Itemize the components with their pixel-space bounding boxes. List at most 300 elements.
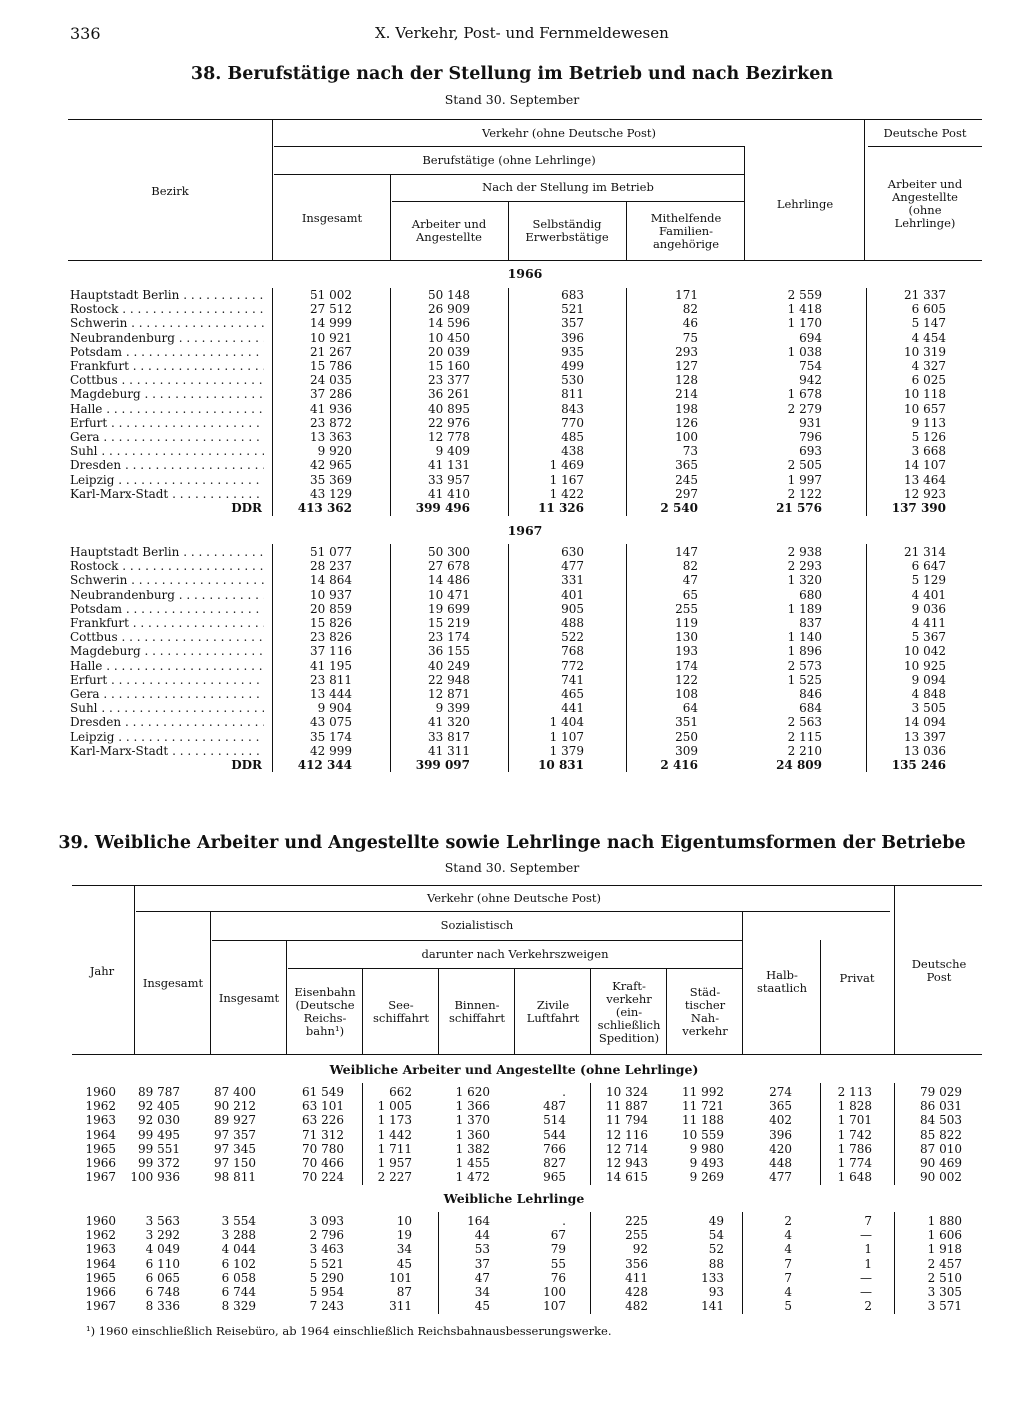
t38-value-cell: 27 678 (428, 559, 470, 574)
t39-value-cell: 1 370 (455, 1113, 490, 1128)
t39-value-cell: 965 (543, 1170, 566, 1185)
t38-value-cell: 2 573 (787, 658, 822, 673)
t38-value-cell: 1 038 (787, 344, 822, 359)
t38-header-post: Deutsche Post (883, 125, 967, 140)
t38-value-cell: 1 107 (549, 729, 584, 744)
t38-value-cell: 2 279 (787, 401, 822, 416)
t38-value-cell: 15 219 (428, 616, 470, 630)
t39-value-cell: 63 101 (302, 1099, 344, 1114)
t38-header-verkehr: Verkehr (ohne Deutsche Post) (481, 125, 657, 140)
t38-value-cell: 15 786 (310, 359, 352, 373)
t39-value-cell: 7 (784, 1256, 792, 1271)
t38-value-cell: 530 (561, 373, 584, 388)
t38-value-cell: 5 129 (911, 573, 946, 588)
t39-value-cell: 34 (474, 1285, 490, 1299)
t39-value-cell: 79 (550, 1242, 566, 1257)
t39-value-cell: 1 (864, 1256, 872, 1271)
t38-value-cell: 811 (561, 387, 584, 402)
t38-value-cell: 351 (675, 715, 698, 730)
t39-value-cell: 3 292 (145, 1228, 180, 1243)
t39-value-cell: 11 721 (682, 1099, 724, 1114)
t38-header-post-arbeiter: Arbeiter und Angestellte (ohne Lehrlinge) (887, 177, 963, 230)
t38-value-cell: 399 496 (415, 501, 470, 515)
t39-value-cell: 4 (784, 1242, 792, 1257)
t38-value-cell: 630 (561, 545, 584, 559)
t38-bezirk-cell: Hauptstadt Berlin . . . (70, 288, 264, 302)
t38-bezirk-cell: Potsdam . . . (70, 345, 264, 359)
t39-value-cell: 164 (467, 1214, 490, 1228)
t39-value-cell: 1 957 (377, 1156, 412, 1170)
t38-value-cell: 198 (675, 401, 698, 416)
t38-value-cell: 42 999 (310, 743, 352, 758)
t39-value-cell: 5 954 (309, 1285, 344, 1299)
t39-value-cell: 6 744 (221, 1285, 256, 1299)
t38-value-cell: 1 997 (787, 472, 822, 487)
t38-value-cell: 365 (675, 458, 698, 473)
t39-value-cell: 99 372 (138, 1156, 180, 1170)
t39-header-post: Deutsche Post (911, 957, 967, 984)
t39-value-cell: 482 (625, 1299, 648, 1314)
t38-value-cell: 905 (561, 601, 584, 616)
t38-value-cell: 41 131 (428, 458, 470, 473)
t38-value-cell: 13 444 (310, 687, 352, 701)
t38-bezirk-cell: Halle . . . (70, 402, 264, 416)
t38-bezirk-cell: Rostock . . . (70, 559, 264, 573)
t39-value-cell: 76 (550, 1270, 566, 1285)
t38-value-cell: 214 (675, 387, 698, 402)
t39-value-cell: 12 714 (606, 1141, 648, 1156)
t39-value-cell: 34 (396, 1242, 412, 1257)
t39-value-cell: 92 (632, 1242, 648, 1257)
t39-year-cell: 1962 (85, 1228, 116, 1243)
t38-bezirk-cell: Dresden . . . (70, 458, 264, 472)
t38-value-cell: 297 (675, 486, 698, 501)
t38-value-cell: 15 160 (428, 359, 470, 373)
t38-value-cell: 485 (561, 430, 584, 444)
t39-value-cell: 3 463 (309, 1242, 344, 1257)
t38-value-cell: 24 809 (776, 758, 822, 772)
t38-value-cell: 10 657 (904, 401, 946, 416)
t39-value-cell: 89 927 (214, 1113, 256, 1128)
t38-value-cell: 130 (675, 630, 698, 645)
t38-value-cell: 1 896 (787, 644, 822, 659)
t38-value-cell: 1 379 (549, 743, 584, 758)
t39-value-cell: 1 360 (455, 1127, 490, 1142)
t39-value-cell: 1 382 (455, 1141, 490, 1156)
t39-value-cell: 1 774 (837, 1156, 872, 1170)
t39-value-cell: 1 620 (455, 1085, 490, 1099)
t38-value-cell: 23 174 (428, 630, 470, 645)
t38-bezirk-cell: Potsdam . . . (70, 602, 264, 616)
t39-value-cell: 3 288 (221, 1228, 256, 1243)
t38-value-cell: 21 576 (776, 501, 822, 515)
t39-value-cell: 396 (769, 1127, 792, 1142)
t38-value-cell: 10 118 (904, 387, 946, 402)
t38-bezirk-cell: Dresden . . . (70, 715, 264, 729)
t38-value-cell: 22 948 (428, 672, 470, 687)
t38-value-cell: 42 965 (310, 458, 352, 473)
t39-value-cell: 92 405 (138, 1099, 180, 1114)
t39-year-cell: 1960 (85, 1214, 116, 1228)
t38-header-lehrlinge: Lehrlinge (776, 196, 834, 211)
t39-header-eisenbahn: Eisenbahn (Deutsche Reichs-bahn¹) (294, 985, 356, 1038)
t38-value-cell: 50 148 (428, 288, 470, 302)
t39-year-cell: 1963 (85, 1242, 116, 1257)
t38-value-cell: 245 (675, 472, 698, 487)
t39-value-cell: 477 (769, 1170, 792, 1185)
t38-bezirk-cell: Suhl . . . (70, 444, 264, 458)
t38-value-cell: 5 126 (911, 430, 946, 444)
t39-header-halbstaatlich: Halb-staatlich (756, 968, 808, 995)
t38-bezirk-cell: Karl-Marx-Stadt . . . (70, 744, 264, 758)
t39-value-cell: 420 (769, 1141, 792, 1156)
t38-header-berufstaetige: Berufstätige (ohne Lehrlinge) (422, 152, 596, 167)
t38-value-cell: 135 246 (891, 758, 946, 772)
table38-title: 38. Berufstätige nach der Stellung im Betrieb und nach Bezirken (190, 64, 834, 84)
t38-value-cell: 4 411 (911, 616, 946, 630)
t39-value-cell: 11 992 (682, 1085, 724, 1099)
t39-value-cell: 6 748 (145, 1285, 180, 1299)
t39-value-cell: 11 794 (606, 1113, 648, 1128)
t39-value-cell: 766 (543, 1141, 566, 1156)
t38-value-cell: 20 859 (310, 601, 352, 616)
t38-value-cell: 35 174 (310, 729, 352, 744)
t39-header-privat: Privat (839, 970, 875, 985)
t38-value-cell: 846 (799, 687, 822, 701)
t38-value-cell: 35 369 (310, 472, 352, 487)
t39-value-cell: — (860, 1228, 872, 1243)
t38-value-cell: 14 596 (428, 316, 470, 331)
t39-value-cell: 100 (543, 1285, 566, 1299)
t39-header-staedtischer-nahverkehr: Städ-tischer Nah-verkehr (682, 985, 728, 1038)
t38-value-cell: 119 (675, 616, 698, 630)
t39-value-cell: 70 224 (302, 1170, 344, 1185)
t38-value-cell: 33 957 (428, 472, 470, 487)
t39-header-jahr: Jahr (89, 963, 115, 978)
t38-value-cell: 1 140 (787, 630, 822, 645)
t38-value-cell: 137 390 (891, 501, 946, 515)
t39-value-cell: 54 (708, 1228, 724, 1243)
t38-value-cell: 9 036 (911, 601, 946, 616)
t38-value-cell: 171 (675, 288, 698, 302)
t39-value-cell: 428 (625, 1285, 648, 1299)
t39-value-cell: 3 571 (927, 1299, 962, 1314)
t38-value-cell: 488 (561, 616, 584, 630)
t38-value-cell: 73 (682, 444, 698, 459)
t39-value-cell: 9 493 (689, 1156, 724, 1170)
t39-header-darunter: darunter nach Verkehrszweigen (421, 946, 609, 961)
t38-value-cell: 3 668 (911, 444, 946, 459)
t39-year-cell: 1962 (85, 1099, 116, 1114)
t39-value-cell: 5 290 (309, 1270, 344, 1285)
t39-header-insgesamt1: Insgesamt (142, 976, 204, 990)
footnote: ¹) 1960 einschließlich Reisebüro, ab 1964 einschließlich Reichsbahnausbesserungswerke. (86, 1324, 612, 1338)
t38-value-cell: 1 170 (787, 316, 822, 331)
t39-value-cell: 92 030 (138, 1113, 180, 1128)
t39-value-cell: 53 (474, 1242, 490, 1257)
t39-value-cell: 90 469 (920, 1156, 962, 1170)
t39-value-cell: . (562, 1085, 566, 1099)
t39-value-cell: 10 324 (606, 1085, 648, 1099)
t38-value-cell: 128 (675, 373, 698, 388)
t38-value-cell: 23 811 (310, 672, 352, 687)
t38-value-cell: 2 293 (787, 559, 822, 574)
t38-value-cell: 9 399 (435, 701, 470, 716)
t39-value-cell: 4 044 (221, 1242, 256, 1257)
t38-value-cell: 10 937 (310, 587, 352, 602)
t39-value-cell: 4 (784, 1285, 792, 1299)
t39-value-cell: 8 329 (221, 1299, 256, 1314)
t39-value-cell: 2 (864, 1299, 872, 1314)
t38-bezirk-cell: Gera . . . (70, 430, 264, 444)
t38-bezirk-cell: Karl-Marx-Stadt . . . (70, 487, 264, 501)
t38-value-cell: 255 (675, 601, 698, 616)
t39-header-zivile-luftfahrt: Zivile Luftfahrt (526, 998, 580, 1025)
t39-value-cell: 10 559 (682, 1127, 724, 1142)
t38-value-cell: 1 167 (549, 472, 584, 487)
t39-header-verkehr: Verkehr (ohne Deutsche Post) (426, 891, 602, 905)
t38-header-insgesamt: Insgesamt (301, 210, 363, 225)
t38-header-mithelfende: Mithelfende Familien-angehörige (650, 210, 722, 251)
t38-value-cell: 51 077 (310, 545, 352, 559)
t38-value-cell: 64 (682, 701, 698, 716)
t39-year-cell: 1967 (85, 1299, 116, 1314)
t39-value-cell: 1 828 (837, 1099, 872, 1114)
t38-header-selbstaendig: Selbständig Erwerbstätige (525, 217, 609, 244)
t39-year-cell: 1965 (85, 1270, 116, 1285)
t38-value-cell: 2 563 (787, 715, 822, 730)
t39-value-cell: 2 510 (927, 1270, 962, 1285)
t38-value-cell: 754 (799, 359, 822, 373)
t39-year-cell: 1964 (85, 1256, 116, 1271)
t39-value-cell: 1 606 (927, 1228, 962, 1243)
t38-value-cell: 41 936 (310, 401, 352, 416)
t39-value-cell: 19 (396, 1228, 412, 1243)
t39-value-cell: 45 (396, 1256, 412, 1271)
t38-value-cell: 47 (682, 573, 698, 588)
t39-value-cell: 97 150 (214, 1156, 256, 1170)
t38-value-cell: 15 826 (310, 616, 352, 630)
t38-value-cell: 796 (799, 430, 822, 444)
t38-value-cell: 10 831 (538, 758, 584, 772)
t38-value-cell: 441 (561, 701, 584, 716)
t39-value-cell: 2 227 (377, 1170, 412, 1185)
t39-value-cell: 87 400 (214, 1085, 256, 1099)
t39-value-cell: 7 243 (309, 1299, 344, 1314)
t38-value-cell: 2 115 (787, 729, 822, 744)
t38-value-cell: 4 848 (911, 687, 946, 701)
t39-value-cell: 11 188 (682, 1113, 724, 1128)
t38-value-cell: 43 129 (310, 486, 352, 501)
table39-title: 39. Weibliche Arbeiter und Angestellte sowie Lehrlinge nach Eigentumsformen der Betriebe (58, 833, 966, 853)
t38-value-cell: 1 469 (549, 458, 584, 473)
t39-value-cell: 514 (543, 1113, 566, 1128)
t39-value-cell: 98 811 (214, 1170, 256, 1185)
t38-bezirk-cell: Cottbus . . . (70, 373, 264, 387)
t39-value-cell: 100 936 (130, 1170, 180, 1185)
t38-value-cell: 174 (675, 658, 698, 673)
t39-value-cell: 84 503 (920, 1113, 962, 1128)
t38-bezirk-cell: Leipzig . . . (70, 473, 264, 487)
t39-section-label: Weibliche Arbeiter und Angestellte (ohne Lehrlinge) (329, 1062, 699, 1077)
t39-value-cell: 99 551 (138, 1141, 180, 1156)
t39-value-cell: 827 (543, 1156, 566, 1170)
t39-value-cell: 1 455 (455, 1156, 490, 1170)
t38-value-cell: 5 367 (911, 630, 946, 645)
t39-value-cell: 2 796 (309, 1228, 344, 1243)
table38-subtitle: Stand 30. September (444, 92, 580, 107)
t39-value-cell: 274 (769, 1085, 792, 1099)
t38-value-cell: 6 605 (911, 302, 946, 317)
t39-year-cell: 1963 (85, 1113, 116, 1128)
t39-value-cell: 90 002 (920, 1170, 962, 1185)
running-header: X. Verkehr, Post- und Fernmeldewesen (375, 24, 669, 42)
t39-year-cell: 1967 (85, 1170, 116, 1185)
t39-value-cell: 1 742 (837, 1127, 872, 1142)
t38-value-cell: 100 (675, 430, 698, 444)
t38-value-cell: 27 512 (310, 302, 352, 317)
t39-value-cell: 87 (396, 1285, 412, 1299)
t38-value-cell: 412 344 (297, 758, 352, 772)
t39-header-insgesamt2: Insgesamt (218, 990, 280, 1005)
t38-value-cell: 693 (799, 444, 822, 459)
t38-value-cell: 36 155 (428, 644, 470, 659)
t39-header-sozialistisch: Sozialistisch (440, 918, 514, 932)
t38-bezirk-cell: Schwerin . . . (70, 573, 264, 587)
t38-value-cell: 46 (682, 316, 698, 331)
t38-bezirk-cell: Rostock . . . (70, 302, 264, 316)
t38-value-cell: 4 401 (911, 587, 946, 602)
t38-value-cell: 28 237 (310, 559, 352, 574)
t38-value-cell: 21 267 (310, 344, 352, 359)
t39-value-cell: 141 (701, 1299, 724, 1314)
t39-value-cell: 311 (389, 1299, 412, 1314)
t38-value-cell: 19 699 (428, 601, 470, 616)
t38-value-cell: 499 (561, 359, 584, 373)
t39-value-cell: 1 918 (927, 1242, 962, 1257)
t38-value-cell: 843 (561, 401, 584, 416)
t39-value-cell: 79 029 (920, 1085, 962, 1099)
t39-value-cell: 225 (625, 1214, 648, 1228)
t38-value-cell: 10 921 (310, 330, 352, 345)
t38-bezirk-cell: Frankfurt . . . (70, 616, 264, 630)
t39-value-cell: 1 442 (377, 1127, 412, 1142)
t38-bezirk-cell: Cottbus . . . (70, 630, 264, 644)
t39-value-cell: 87 010 (920, 1141, 962, 1156)
t39-value-cell: 88 (708, 1256, 724, 1271)
t38-value-cell: 942 (799, 373, 822, 388)
t38-value-cell: 683 (561, 288, 584, 302)
t39-value-cell: 89 787 (138, 1085, 180, 1099)
t38-value-cell: 413 362 (297, 501, 352, 515)
t39-header-kraftverkehr: Kraft-verkehr (ein-schließlich Spedition) (597, 978, 661, 1045)
t38-value-cell: 2 540 (660, 501, 698, 515)
t39-value-cell: 4 (784, 1228, 792, 1243)
t38-value-cell: 357 (561, 316, 584, 331)
t38-value-cell: 51 002 (310, 288, 352, 302)
t38-value-cell: 9 920 (317, 444, 352, 459)
t38-value-cell: 1 525 (787, 672, 822, 687)
t38-value-cell: 2 210 (787, 743, 822, 758)
t38-value-cell: 4 327 (911, 359, 946, 373)
t38-value-cell: 293 (675, 344, 698, 359)
t38-value-cell: 399 097 (415, 758, 470, 772)
t38-value-cell: 41 320 (428, 715, 470, 730)
t38-value-cell: 43 075 (310, 715, 352, 730)
t39-value-cell: 6 102 (221, 1256, 256, 1271)
page-number: 336 (70, 24, 101, 43)
t38-value-cell: 14 094 (904, 715, 946, 730)
t38-value-cell: 37 116 (310, 644, 352, 659)
t39-value-cell: 662 (389, 1085, 412, 1099)
t38-bezirk-cell: DDR (231, 501, 262, 515)
t39-value-cell: 1 (864, 1242, 872, 1257)
t38-bezirk-cell: Neubrandenburg . . . (70, 588, 264, 602)
t39-value-cell: 4 049 (145, 1242, 180, 1257)
t38-value-cell: 13 363 (310, 430, 352, 444)
t38-value-cell: 41 311 (428, 743, 470, 758)
t38-bezirk-cell: Erfurt . . . (70, 673, 264, 687)
t39-value-cell: 8 336 (145, 1299, 180, 1314)
t38-value-cell: 40 895 (428, 401, 470, 416)
t39-value-cell: 5 (784, 1299, 792, 1314)
t39-value-cell: 93 (708, 1285, 724, 1299)
t38-value-cell: 147 (675, 545, 698, 559)
t38-value-cell: 12 778 (428, 430, 470, 444)
t38-header-bezirk: Bezirk (151, 183, 189, 198)
t39-value-cell: 10 (396, 1214, 412, 1228)
t38-bezirk-cell: DDR (231, 758, 262, 772)
t39-value-cell: 11 887 (606, 1099, 648, 1114)
t38-value-cell: 465 (561, 687, 584, 701)
t39-value-cell: 70 780 (302, 1141, 344, 1156)
t39-value-cell: 7 (864, 1214, 872, 1228)
t39-year-cell: 1966 (85, 1156, 116, 1170)
t38-value-cell: 741 (561, 672, 584, 687)
t39-value-cell: 255 (625, 1228, 648, 1243)
t38-value-cell: 22 976 (428, 415, 470, 430)
t38-value-cell: 935 (561, 344, 584, 359)
table39-subtitle: Stand 30. September (444, 860, 580, 875)
t38-value-cell: 2 559 (787, 288, 822, 302)
t38-value-cell: 24 035 (310, 373, 352, 388)
t39-value-cell: 85 822 (920, 1127, 962, 1142)
t38-value-cell: 75 (682, 330, 698, 345)
t39-value-cell: 1 711 (377, 1141, 412, 1156)
t39-value-cell: 90 212 (214, 1099, 256, 1114)
t38-value-cell: 10 042 (904, 644, 946, 659)
t39-value-cell: 365 (769, 1099, 792, 1114)
t38-value-cell: 13 397 (904, 729, 946, 744)
t38-value-cell: 82 (682, 302, 698, 317)
t38-value-cell: 14 107 (904, 458, 946, 473)
t38-value-cell: 680 (799, 587, 822, 602)
t38-value-cell: 772 (561, 658, 584, 673)
t39-value-cell: 9 980 (689, 1141, 724, 1156)
t38-value-cell: 3 505 (911, 701, 946, 716)
t39-value-cell: 63 226 (302, 1113, 344, 1128)
t39-value-cell: 3 563 (145, 1214, 180, 1228)
t38-value-cell: 21 314 (904, 545, 946, 559)
t38-value-cell: 396 (561, 330, 584, 345)
t38-value-cell: 14 864 (310, 573, 352, 588)
t39-value-cell: 3 093 (309, 1214, 344, 1228)
t38-value-cell: 684 (799, 701, 822, 716)
t38-value-cell: 1 189 (787, 601, 822, 616)
t38-value-cell: 2 938 (787, 545, 822, 559)
t38-value-cell: 127 (675, 359, 698, 373)
t39-value-cell: . (562, 1214, 566, 1228)
